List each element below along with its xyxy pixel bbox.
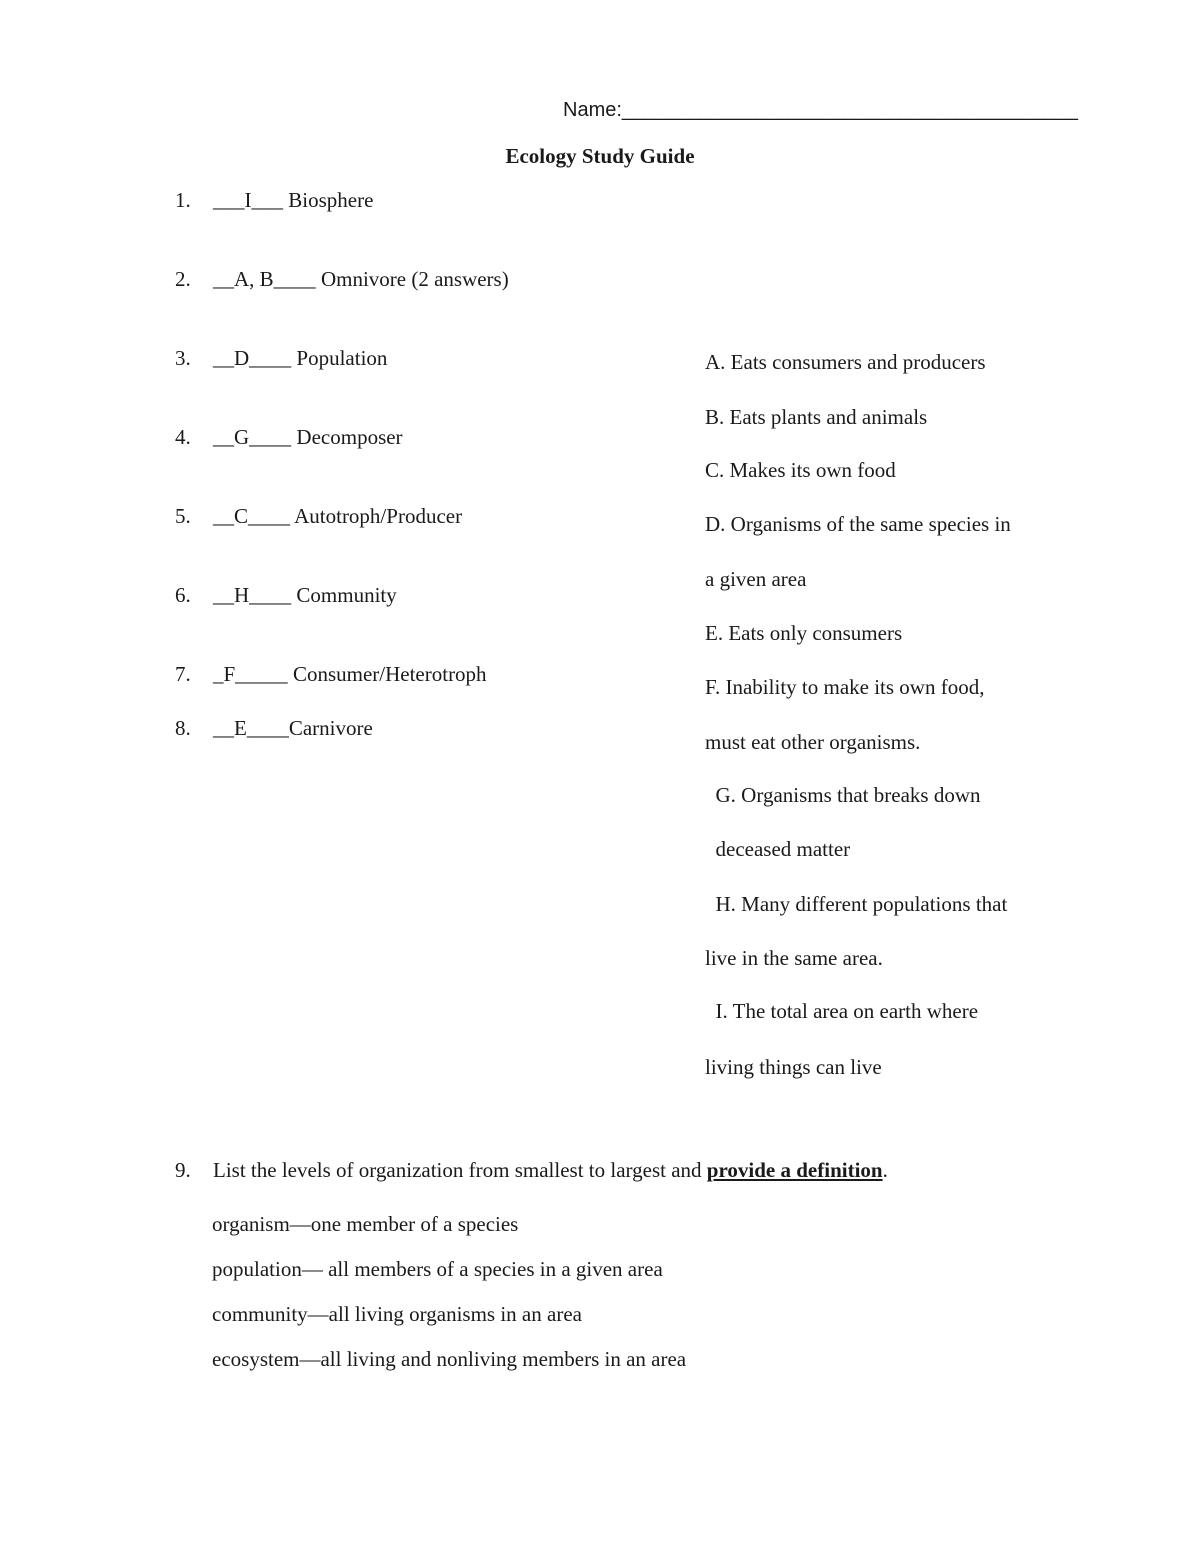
answer-line: organism—one member of a species bbox=[212, 1212, 519, 1236]
question-9 bbox=[175, 1160, 888, 1181]
definition-line: H. Many different populations that bbox=[705, 892, 1008, 916]
definition-line: G. Organisms that breaks down bbox=[705, 783, 981, 807]
item-number: 2. bbox=[175, 267, 191, 291]
name-field bbox=[563, 100, 1078, 120]
item-term: Community bbox=[291, 583, 397, 607]
definition-line: A. Eats consumers and producers bbox=[705, 350, 986, 374]
matching-item-1 bbox=[175, 190, 373, 211]
item-number: 3. bbox=[175, 346, 191, 370]
item-term: Omnivore (2 answers) bbox=[315, 267, 509, 291]
name-label: Name: bbox=[563, 99, 622, 121]
item-number: 7. bbox=[175, 662, 191, 686]
matching-item-2 bbox=[175, 269, 509, 290]
answer-line: ecosystem—all living and nonliving members in an area bbox=[212, 1347, 687, 1371]
item-term: Consumer/Heterotroph bbox=[287, 662, 487, 686]
item-term: Autotroph/Producer bbox=[290, 504, 463, 528]
item-answer: __C____ bbox=[213, 504, 291, 528]
definition-line: live in the same area. bbox=[705, 946, 883, 970]
item-number: 4. bbox=[175, 425, 191, 449]
item-answer: __D____ bbox=[213, 346, 292, 370]
definition-line: a given area bbox=[705, 567, 807, 591]
definition-line: F. Inability to make its own food, bbox=[705, 675, 985, 699]
definition-line: I. The total area on earth where bbox=[705, 999, 979, 1023]
item-answer: __E____ bbox=[213, 716, 289, 740]
question-prompt: List the levels of organization from smallest to largest and bbox=[213, 1158, 707, 1182]
name-blank: _________________________________________ bbox=[621, 99, 1078, 121]
item-term: Carnivore bbox=[288, 716, 373, 740]
question-end: . bbox=[882, 1158, 888, 1182]
matching-item-4 bbox=[175, 427, 403, 448]
item-answer: __H____ bbox=[213, 583, 292, 607]
definition-line: E. Eats only consumers bbox=[705, 621, 903, 645]
item-number: 8. bbox=[175, 716, 191, 740]
definition-line: must eat other organisms. bbox=[705, 730, 921, 754]
matching-item-3 bbox=[175, 348, 387, 369]
matching-item-5 bbox=[175, 506, 462, 527]
definition-line: living things can live bbox=[705, 1055, 882, 1079]
matching-item-7 bbox=[175, 664, 487, 685]
definition-line: D. Organisms of the same species in bbox=[705, 512, 1011, 536]
item-number: 5. bbox=[175, 504, 191, 528]
definition-line: B. Eats plants and animals bbox=[705, 405, 928, 429]
item-answer: __A, B____ bbox=[213, 267, 316, 291]
item-number: 1. bbox=[175, 188, 191, 212]
item-term: Population bbox=[291, 346, 388, 370]
item-term: Biosphere bbox=[283, 188, 374, 212]
question-number: 9. bbox=[175, 1158, 191, 1182]
item-answer: __G____ bbox=[213, 425, 292, 449]
answer-line: community—all living organisms in an area bbox=[212, 1302, 582, 1326]
matching-item-6 bbox=[175, 585, 397, 606]
question-emphasis: provide a definition bbox=[706, 1158, 883, 1182]
matching-item-8 bbox=[175, 718, 373, 739]
definition-line: C. Makes its own food bbox=[705, 458, 896, 482]
page-title: Ecology Study Guide bbox=[505, 144, 695, 168]
item-answer: _F_____ bbox=[213, 662, 288, 686]
item-answer: ___I___ bbox=[213, 188, 283, 212]
item-number: 6. bbox=[175, 583, 191, 607]
answer-line: population— all members of a species in a given area bbox=[212, 1257, 663, 1281]
item-term: Decomposer bbox=[291, 425, 403, 449]
definition-line: deceased matter bbox=[705, 837, 851, 861]
